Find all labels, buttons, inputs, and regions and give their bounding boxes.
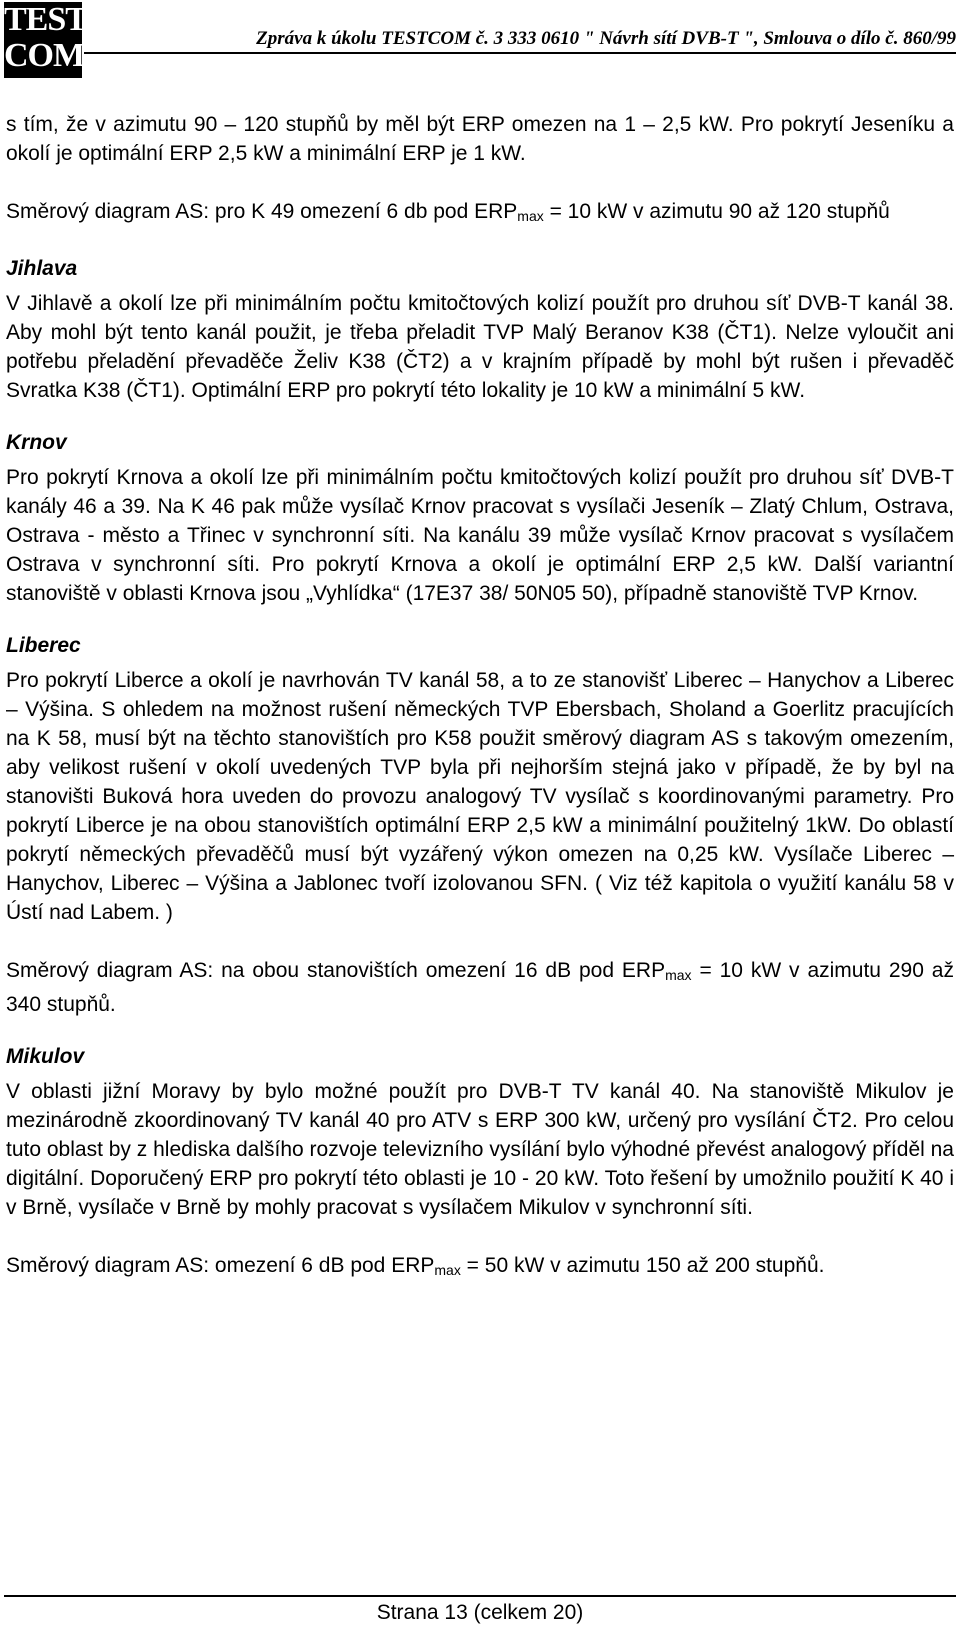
- diagram-text-end: = 10 kW v azimutu 290 až 340 stupňů.: [6, 959, 954, 1016]
- page-number: Strana 13 (celkem 20): [376, 1601, 584, 1624]
- testcom-logo: [4, 1, 87, 78]
- diagram-text: Směrový diagram AS: na obou stanovištích omezení 16 dB pod ERP: [6, 959, 666, 982]
- header-divider: [84, 52, 956, 54]
- diagram-text: Směrový diagram AS: pro K 49 omezení 6 db pod ERP: [6, 200, 518, 223]
- erp-subscript: max: [517, 208, 544, 224]
- erp-subscript: max: [434, 1262, 461, 1278]
- section-heading-mikulov: Mikulov: [6, 1045, 85, 1068]
- paragraph-diagram-k49: [6, 197, 954, 231]
- footer-divider: [4, 1595, 956, 1597]
- paragraph-diagram-mikulov: [6, 1251, 954, 1285]
- section-heading-jihlava: Jihlava: [6, 257, 78, 280]
- paragraph-diagram-liberec: [6, 956, 954, 1019]
- section-heading-krnov: Krnov: [6, 431, 67, 454]
- diagram-text-end: = 50 kW v azimutu 150 až 200 stupňů.: [460, 1254, 825, 1277]
- page-header: [0, 0, 960, 84]
- diagram-text: Směrový diagram AS: omezení 6 dB pod ERP: [6, 1254, 435, 1277]
- header-title: Zpráva k úkolu TESTCOM č. 3 333 0610 " Návrh sítí DVB-T ", Smlouva o dílo č. 860/99: [256, 28, 956, 49]
- paragraph-mikulov: V oblasti jižní Moravy by bylo možné použít pro DVB-T TV kanál 40. Na stanoviště Mikulov je mezinárodně zkoordinovaný TV kanál 40 pro ATV s ERP 300 kW, určený pro vysílání ČT2. Pro celou tuto oblast by z hlediska dalšího rozvoje televizního vysílání bylo výhodné převést analogový příděl na digitální. Doporučený ERP pro pokrytí této oblasti je 10 - 20 kW. Toto řešení by umožnilo použití K 40 i v Brně, vysílače v Brně by mohly pracovat s vysílačem Mikulov v synchronní síti.: [6, 1080, 954, 1219]
- paragraph-krnov: Pro pokrytí Krnova a okolí lze při minimálním počtu kmitočtových kolizí použít pro druhou síť DVB-T kanály 46 a 39. Na K 46 pak může vysílač Krnov pracovat s vysílači Jeseník – Zlatý Chlum, Ostrava, Ostrava - město a Třinec v synchronní síti. Na kanálu 39 může vysílač Krnov pracovat s vysílačem Ostrava v synchronní síti. Pro pokrytí Krnova a okolí je optimální ERP 2,5 kW. Další variantní stanoviště v oblasti Krnova jsou „Vyhlídka“ (17E37 38/ 50N05 50), případně stanoviště TVP Krnov.: [6, 466, 954, 605]
- paragraph-intro: s tím, že v azimutu 90 – 120 stupňů by měl být ERP omezen na 1 – 2,5 kW. Pro pokrytí Jeseníku a okolí je optimální ERP 2,5 kW a minimální ERP je 1 kW.: [6, 113, 954, 165]
- section-heading-liberec: Liberec: [6, 634, 81, 657]
- document-body: [6, 110, 954, 1285]
- logo-line-2: COM: [4, 37, 85, 74]
- paragraph-liberec: Pro pokrytí Liberce a okolí je navrhován TV kanál 58, a to ze stanovišť Liberec – Hanychov a Liberec – Výšina. S ohledem na možnost rušení německých TVP Ebersbach, Sholand a Goerlitz pracujících na K 58, musí být na těchto stanovištích pro K58 použit směrový diagram AS s takovým omezením, aby velikost rušení v okolí uvedených TVP byla při nejhorším stejná jako v případě, že by byl na stanovišti Buková hora uveden do provozu analogový TV vysílač s koordinovanými parametry. Pro pokrytí Liberce je na obou stanovištích optimální ERP 2,5 kW a minimální použitelný 1kW. Do oblastí pokrytí německých převaděčů musí být vyzářený výkon omezen na 0,25 kW. Vysílače Liberec – Hanychov, Liberec – Výšina a Jablonec tvoří izolovanou SFN. ( Viz též kapitola o využití kanálu 58 v Ústí nad Labem. ): [6, 669, 954, 924]
- diagram-text-end: = 10 kW v azimutu 90 až 120 stupňů: [543, 200, 890, 223]
- logo-line-1: TEST: [4, 1, 87, 38]
- erp-subscript: max: [665, 967, 692, 983]
- paragraph-jihlava: V Jihlavě a okolí lze při minimálním počtu kmitočtových kolizí použít pro druhou síť DVB-T kanál 38. Aby mohl být tento kanál použit, je třeba přeladit TVP Malý Beranov K38 (ČT1). Nelze vyloučit ani potřebu přeladění převaděče Želiv K38 (ČT2) a v krajním případě by mohl být rušen i převaděč Svratka K38 (ČT1). Optimální ERP pro pokrytí této lokality je 10 kW a minimální 5 kW.: [6, 292, 954, 402]
